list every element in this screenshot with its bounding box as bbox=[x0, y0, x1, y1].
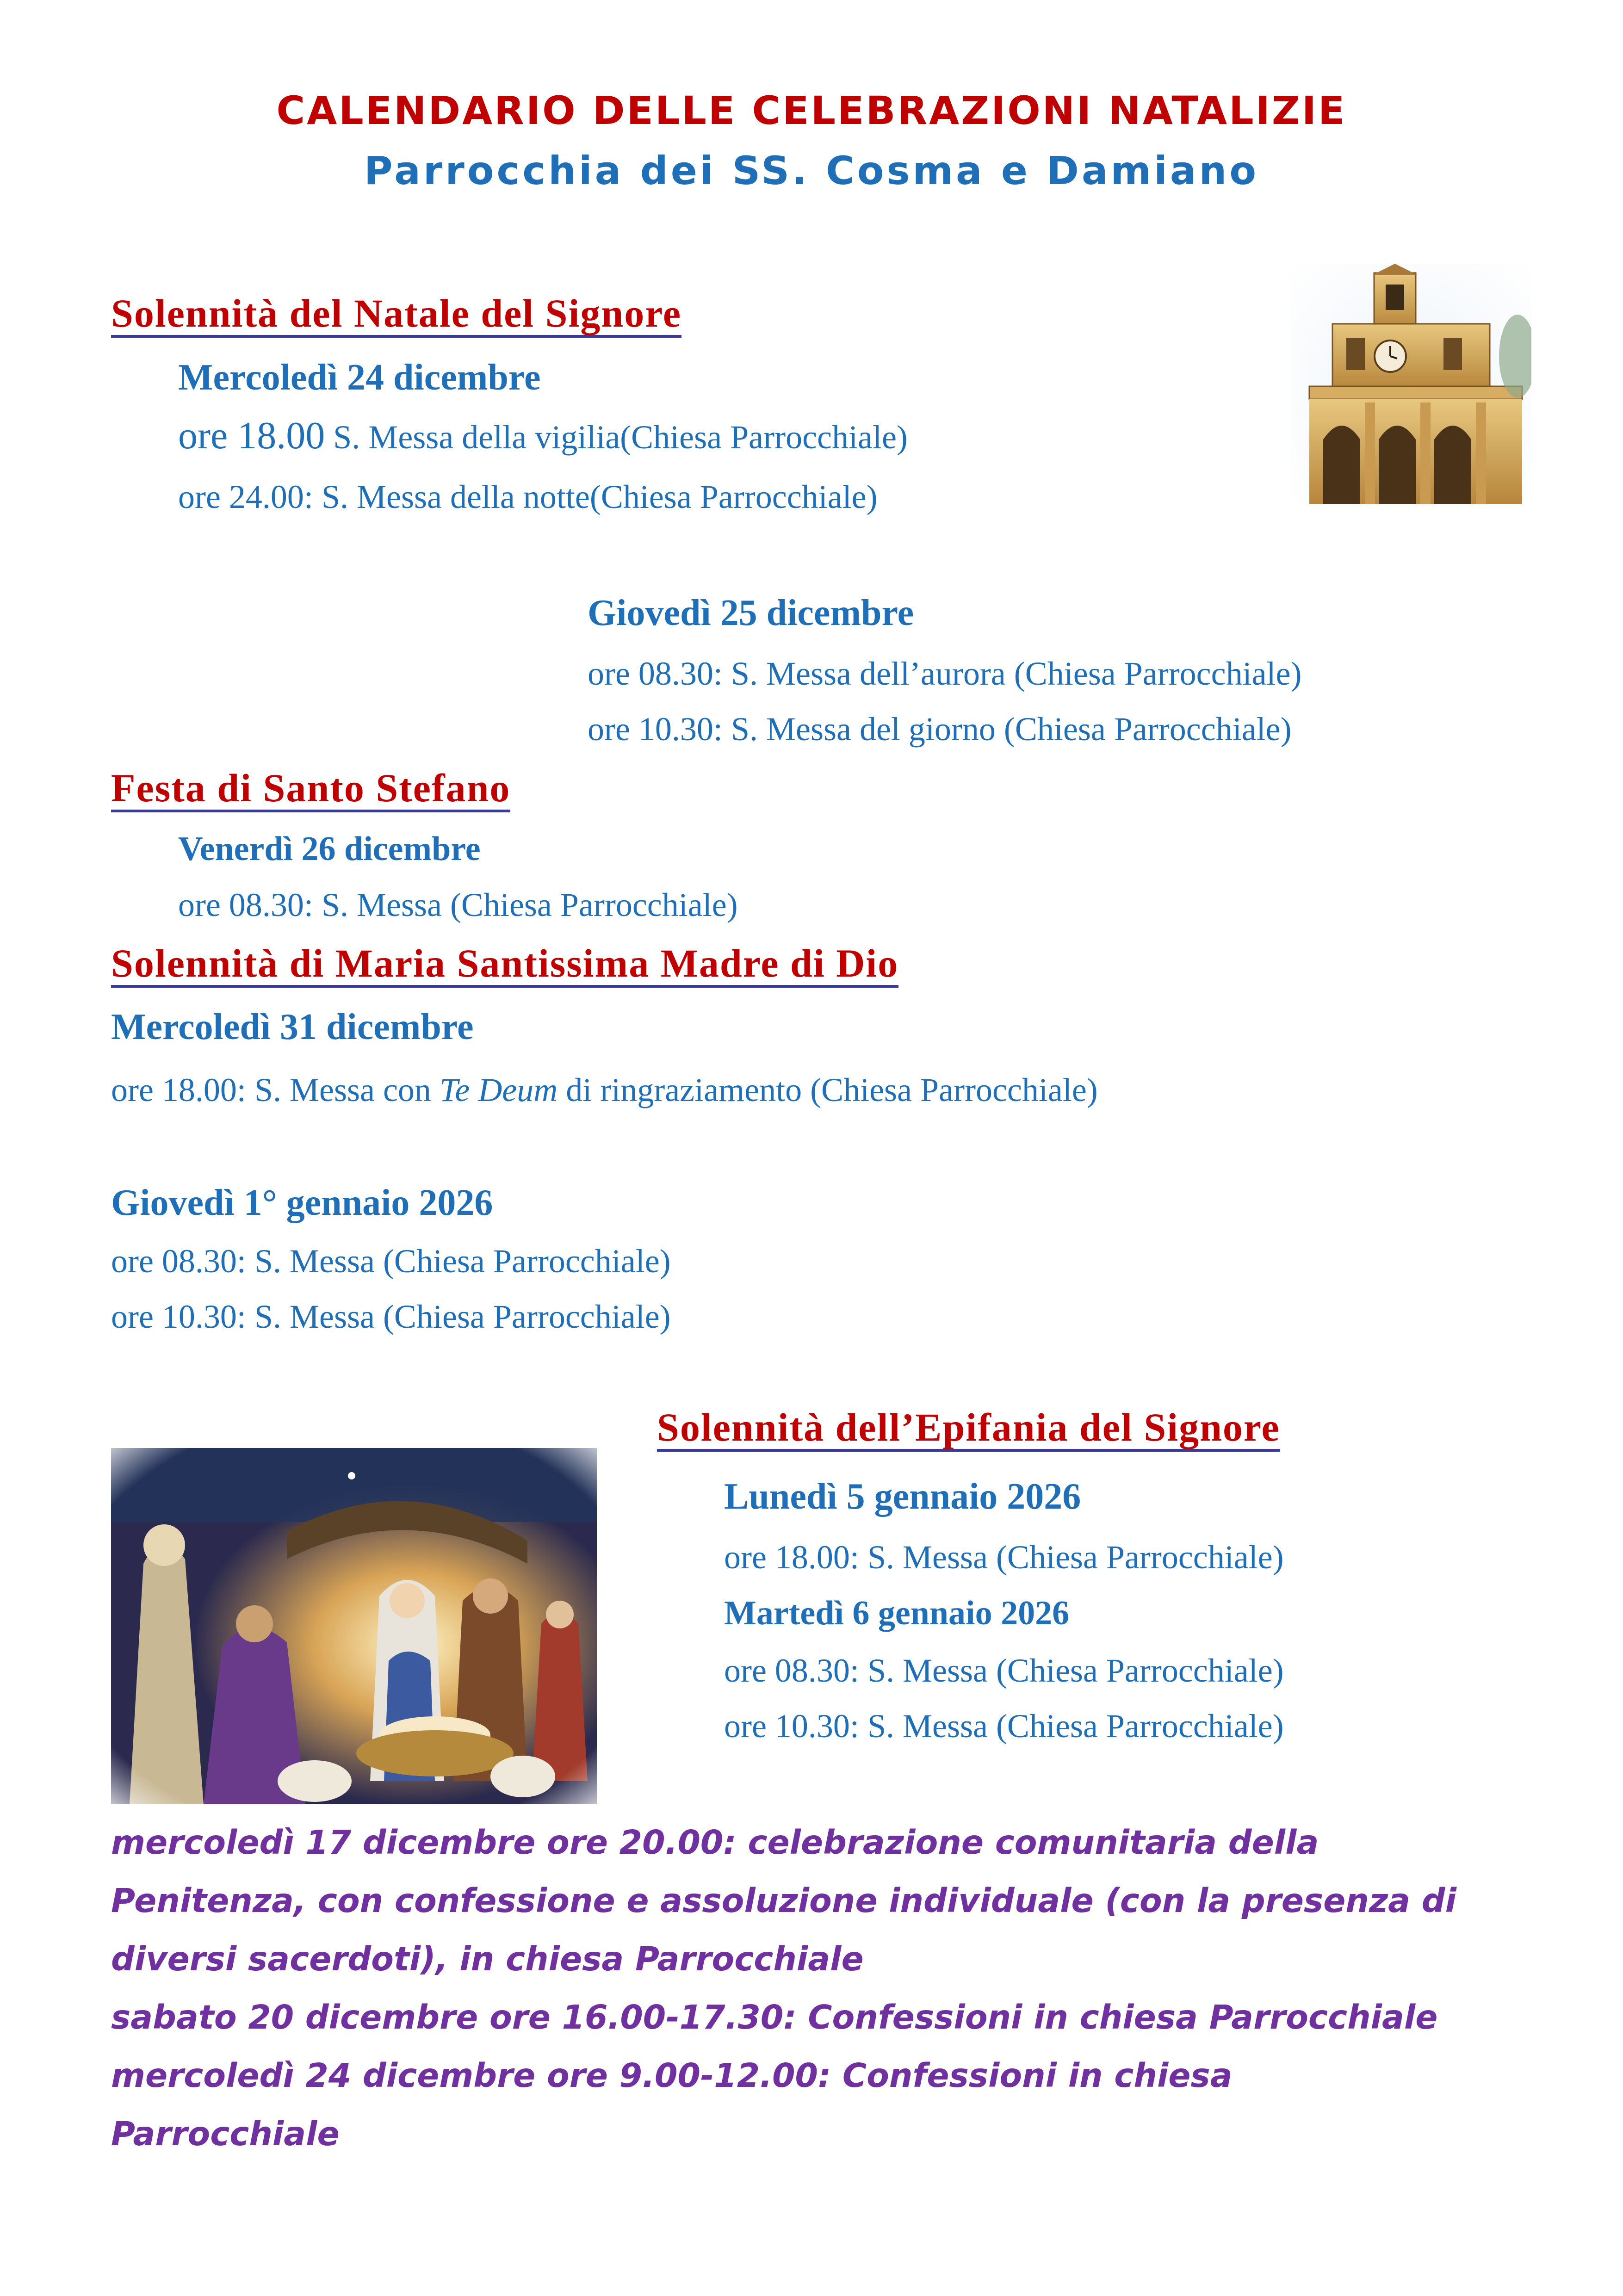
mass-line: ore 10.30: S. Messa (Chiesa Parrocchiale) bbox=[724, 1708, 1284, 1745]
mass-time: ore 18.00 bbox=[178, 414, 325, 457]
note-line: Parrocchiale bbox=[111, 2115, 340, 2153]
mass-line: ore 18.00: S. Messa (Chiesa Parrocchiale) bbox=[724, 1539, 1284, 1576]
note-line: diversi sacerdoti), in chiesa Parrocchiale bbox=[111, 1940, 864, 1978]
mass-desc: S. Messa della vigilia(Chiesa Parrocchiale) bbox=[325, 419, 908, 456]
date-maria-31: Mercoledì 31 dicembre bbox=[111, 1007, 474, 1047]
section-heading-natale: Solennità del Natale del Signore bbox=[111, 292, 681, 338]
section-heading-epifania: Solennità dell’Epifania del Signore bbox=[657, 1406, 1280, 1452]
mass-line: ore 08.30: S. Messa (Chiesa Parrocchiale) bbox=[178, 886, 738, 923]
date-maria-1: Giovedì 1° gennaio 2026 bbox=[111, 1182, 493, 1223]
mass-line: ore 08.30: S. Messa (Chiesa Parrocchiale) bbox=[111, 1243, 671, 1280]
note-line: sabato 20 dicembre ore 16.00-17.30: Confessioni in chiesa Parrocchiale bbox=[111, 1998, 1438, 2036]
mass-text: di ringraziamento (Chiesa Parrocchiale) bbox=[558, 1071, 1098, 1108]
date-natale-25: Giovedì 25 dicembre bbox=[588, 593, 914, 633]
date-epifania-5: Lunedì 5 gennaio 2026 bbox=[724, 1476, 1081, 1517]
mass-line: ore 08.30: S. Messa (Chiesa Parrocchiale) bbox=[724, 1652, 1284, 1689]
te-deum-text: Te Deum bbox=[439, 1071, 558, 1108]
section-heading-maria: Solennità di Maria Santissima Madre di Dio bbox=[111, 942, 898, 988]
page-title: CALENDARIO DELLE CELEBRAZIONI NATALIZIE bbox=[276, 88, 1347, 133]
date-natale-24: Mercoledì 24 dicembre bbox=[178, 357, 541, 398]
nativity-painting bbox=[111, 1448, 597, 1804]
page-subtitle: Parrocchia dei SS. Cosma e Damiano bbox=[364, 148, 1259, 193]
church-photo bbox=[1291, 264, 1531, 504]
date-epifania-6: Martedì 6 gennaio 2026 bbox=[724, 1594, 1070, 1632]
note-line: mercoledì 17 dicembre ore 20.00: celebrazione comunitaria della bbox=[111, 1823, 1319, 1862]
mass-text: ore 18.00: S. Messa con bbox=[111, 1071, 440, 1108]
mass-line: ore 08.30: S. Messa dell’aurora (Chiesa Parrocchiale) bbox=[588, 655, 1302, 692]
date-stefano-26: Venerdì 26 dicembre bbox=[178, 830, 481, 868]
mass-line: ore 24.00: S. Messa della notte(Chiesa Parrocchiale) bbox=[178, 478, 878, 515]
note-line: mercoledì 24 dicembre ore 9.00-12.00: Confessioni in chiesa bbox=[111, 2056, 1233, 2095]
note-line: Penitenza, con confessione e assoluzione individuale (con la presenza di bbox=[111, 1881, 1456, 1920]
mass-line: ore 10.30: S. Messa del giorno (Chiesa Parrocchiale) bbox=[588, 711, 1292, 748]
section-heading-stefano: Festa di Santo Stefano bbox=[111, 767, 510, 812]
mass-line bbox=[111, 1073, 1098, 1107]
mass-line: ore 10.30: S. Messa (Chiesa Parrocchiale) bbox=[111, 1298, 671, 1335]
mass-line bbox=[178, 416, 908, 455]
